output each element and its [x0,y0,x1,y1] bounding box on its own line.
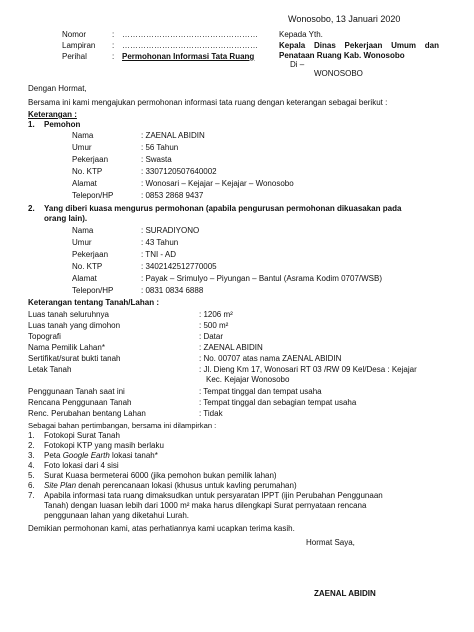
kuasa-alamat-label: Alamat [72,274,97,283]
pemohon-umur-value: : 56 Tahun [141,143,179,152]
land-row-value: : Tempat tinggal dan sebagian tempat usaha [199,398,357,407]
intro-paragraph: Bersama ini kami mengajukan permohonan informasi tata ruang dengan keterangan sebagai berikut : [28,98,388,107]
recipient-line-2: Kepala Dinas Pekerjaan Umum dan [279,41,439,50]
land-heading: Keterangan tentang Tanah/Lahan : [28,298,159,307]
kuasa-pekerjaan-value: : TNI - AD [141,250,176,259]
perihal-colon: : [112,52,115,61]
pemohon-umur-label: Umur [72,143,92,152]
land-row-value: : ZAENAL ABIDIN [199,343,263,352]
pemohon-ktp-value: : 3307120507640002 [141,167,217,176]
attachment-7-line-2: Tanah) dengan luasan lebih dari 1000 m² maka harus dilengkapi Surat pernyataan rencana [44,501,367,510]
attachment-7-line-3: penggunaan lahan yang diketahui Lurah. [44,511,190,520]
pemohon-pekerjaan-value: : Swasta [141,155,172,164]
nomor-value: …………………………………………… [122,30,258,39]
land-row-value: : Tempat tinggal dan tempat usaha [199,387,322,396]
kuasa-alamat-value: : Payak – Srimulyo – Piyungan – Bantul (Asrama Kodim 0707/WSB) [141,274,382,283]
land-row-label: Sertifikat/surat bukti tanah [28,354,121,363]
pemohon-alamat-value: : Wonosari – Kejajar – Kejajar – Wonosobo [141,179,294,188]
land-row-label: Topografi [28,332,61,341]
perihal-value: Permohonan Informasi Tata Ruang [122,52,255,61]
land-row-value: : Datar [199,332,224,341]
keterangan-heading: Keterangan : [28,110,77,119]
attachment-number: 4. [28,461,35,470]
recipient-line-5: WONOSOBO [314,69,363,78]
attachment-item [44,461,119,471]
pemohon-pekerjaan-label: Pekerjaan [72,155,109,164]
signer-name: ZAENAL ABIDIN [314,589,376,598]
lampiran-value: …………………………………………… [122,41,258,50]
attachment-item [44,431,120,441]
land-row-label: Nama Pemilik Lahan* [28,343,105,352]
attachment-text: Peta [44,451,63,460]
attachment-number: 6. [28,481,35,490]
land-row-label: Penggunaan Tanah saat ini [28,387,125,396]
kuasa-nama-label: Nama [72,226,94,235]
attachment-item [44,441,164,451]
attachment-7-number: 7. [28,491,35,500]
attachment-text-after: denah perencanaan lokasi (khusus untuk kavling perumahan) [76,481,297,490]
land-row-label: Luas tanah yang dimohon [28,321,121,330]
attachment-item [44,471,277,481]
attachment-item [44,481,297,491]
attachment-number: 1. [28,431,35,440]
attachments-intro: Sebagai bahan pertimbangan, bersama ini dilampirkan : [28,421,217,430]
perihal-label: Perihal [62,52,87,61]
letter-date: Wonosobo, 13 Januari 2020 [288,14,401,24]
land-row-label: Letak Tanah [28,365,72,374]
attachment-text: Fotokopi KTP yang masih berlaku [44,441,164,450]
land-row-value: : 500 m² [199,321,229,330]
attachment-number: 2. [28,441,35,450]
attachment-emphasis: Site Plan [44,481,77,490]
closing-sentence: Demikian permohonan kami, atas perhatiannya kami ucapkan terima kasih. [28,524,295,533]
land-row-value: : Jl. Dieng Km 17, Wonosari RT 03 /RW 09 Kel/Desa : Kejajar [199,365,417,374]
land-row-label: Renc. Perubahan bentang Lahan [28,409,146,418]
pemohon-nama-label: Nama [72,131,94,140]
kuasa-umur-value: : 43 Tahun [141,238,179,247]
kuasa-ktp-label: No. KTP [72,262,103,271]
land-row-label: Luas tanah seluruhnya [28,310,109,319]
land-row-label: Rencana Penggunaan Tanah [28,398,132,407]
recipient-line-3: Penataan Ruang Kab. Wonosobo [279,51,405,60]
kuasa-telepon-value: : 0831 0834 6888 [141,286,204,295]
attachment-item [44,451,158,461]
attachment-7-line-1: Apabila informasi tata ruang dimaksudkan untuk persyaratan IPPT (ijin Perubahan Penggunaan [44,491,383,500]
attachment-text-after: lokasi tanah* [109,451,158,460]
section2-title-line-2: orang lain). [44,214,88,223]
attachment-number: 5. [28,471,35,480]
attachment-text: Foto lokasi dari 4 sisi [44,461,119,470]
attachment-emphasis: Google Earth [62,451,110,460]
land-row-value: : Tidak [199,409,223,418]
lampiran-label: Lampiran [62,41,96,50]
attachment-text: Surat Kuasa bermeterai 6000 (jika pemohon bukan pemilik lahan) [44,471,277,480]
section2-number: 2. [28,204,35,213]
attachment-text: Fotokopi Surat Tanah [44,431,120,440]
lampiran-colon: : [112,41,115,50]
section2-title-line-1: Yang diberi kuasa mengurus permohonan (apabila pengurusan permohonan dikuasakan pada [44,204,402,213]
kuasa-telepon-label: Telepon/HP [72,286,114,295]
nomor-colon: : [112,30,115,39]
greeting: Dengan Hormat, [28,84,87,93]
pemohon-alamat-label: Alamat [72,179,97,188]
kuasa-ktp-value: : 3402142512770005 [141,262,217,271]
land-address-continuation: Kec. Kejajar Wonosobo [206,375,290,384]
nomor-label: Nomor [62,30,87,39]
kuasa-umur-label: Umur [72,238,92,247]
recipient-line-4: Di – [290,60,305,69]
section1-number: 1. [28,120,35,129]
pemohon-telepon-value: : 0853 2868 9437 [141,191,204,200]
section1-title: Pemohon [44,120,81,129]
pemohon-nama-value: : ZAENAL ABIDIN [141,131,205,140]
kuasa-nama-value: : SURADIYONO [141,226,200,235]
pemohon-telepon-label: Telepon/HP [72,191,114,200]
kuasa-pekerjaan-label: Pekerjaan [72,250,109,259]
pemohon-ktp-label: No. KTP [72,167,103,176]
recipient-line-1: Kepada Yth. [279,30,323,39]
attachment-number: 3. [28,451,35,460]
land-row-value: : No. 00707 atas nama ZAENAL ABIDIN [199,354,342,363]
land-row-value: : 1206 m² [199,310,233,319]
regards: Hormat Saya, [306,538,355,547]
